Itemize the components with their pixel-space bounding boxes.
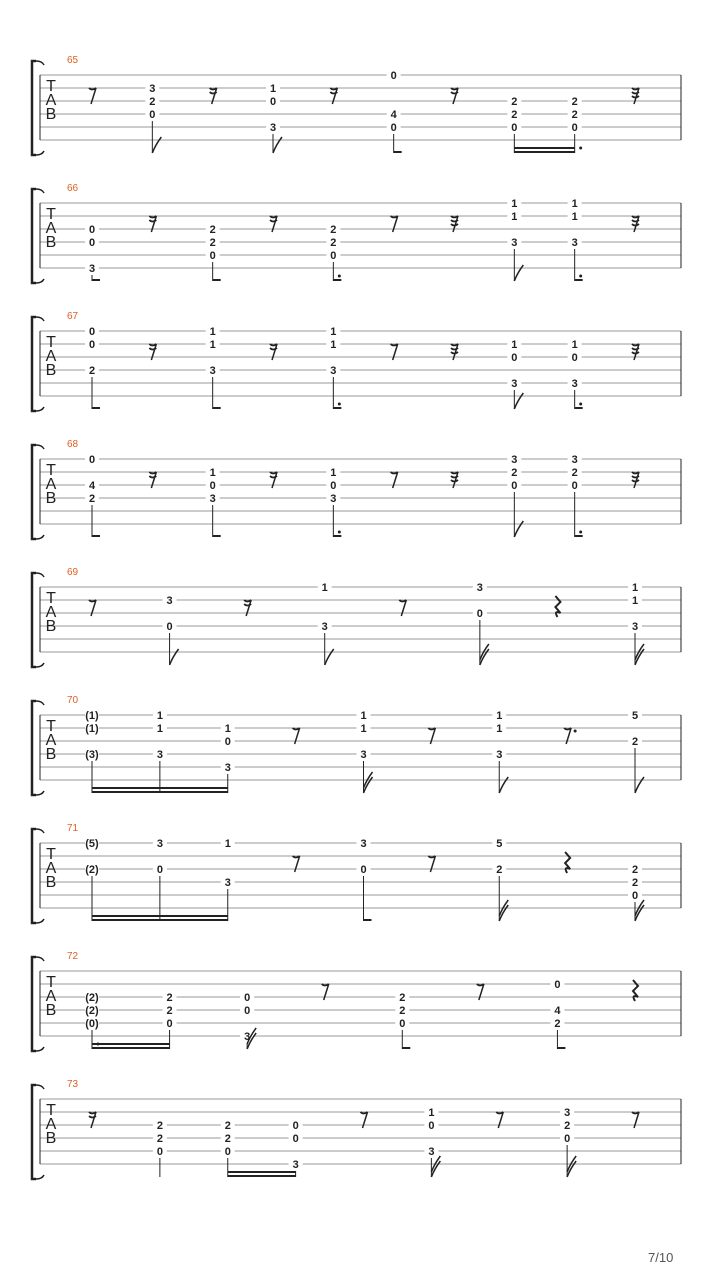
beam-stub	[364, 919, 372, 921]
measure-number: 67	[67, 311, 79, 322]
fret-number: 1	[330, 326, 337, 338]
tab-system	[32, 183, 681, 283]
fret-number: (2)	[85, 992, 99, 1004]
tab-system	[32, 951, 681, 1051]
fret-number: 3	[149, 83, 156, 95]
beam-secondary	[514, 147, 574, 149]
fret-number: 3	[330, 365, 337, 377]
tab-system	[32, 439, 681, 539]
fret-number: 0	[88, 224, 96, 236]
fret-number: 1	[571, 198, 578, 210]
bracket-top-hook	[36, 1085, 44, 1089]
fret-number: 2	[631, 736, 639, 748]
rest-flag	[632, 352, 639, 354]
fret-number: 3	[571, 237, 578, 249]
fret-number: 2	[88, 493, 96, 505]
fret-number: 0	[554, 979, 561, 991]
fret-number: 0	[156, 864, 163, 876]
tab-clef-letter: A	[45, 1116, 57, 1133]
fret-number: 2	[571, 96, 578, 108]
fret-number: 3	[224, 877, 231, 889]
fret-number: 1	[496, 710, 503, 722]
fret-number: 3	[476, 582, 483, 594]
fret-number: 3	[321, 621, 328, 633]
fret-number: 1	[209, 326, 216, 338]
measure-number: 66	[67, 183, 79, 194]
tab-clef-letter: B	[45, 106, 57, 123]
rest-flag	[149, 348, 156, 350]
note-flag	[514, 393, 523, 409]
fret-number: 3	[88, 263, 96, 275]
measure-number: 73	[67, 1079, 79, 1090]
rest-flag	[270, 220, 277, 222]
fret-number: 3	[631, 621, 639, 633]
beam-stub	[394, 151, 402, 153]
tab-clef-letter: T	[46, 846, 56, 863]
beam	[92, 791, 228, 793]
rest-flag	[632, 348, 639, 350]
fret-number: 0	[511, 352, 518, 364]
fret-number: 1	[209, 467, 216, 479]
fret-number: 1	[631, 582, 639, 594]
system-bracket	[32, 701, 36, 795]
bracket-bottom-hook	[36, 919, 44, 923]
fret-number: 0	[166, 621, 173, 633]
fret-number: 0	[571, 480, 578, 492]
fret-number: 1	[269, 83, 277, 95]
tab-clef-letter: A	[45, 220, 57, 237]
fret-number: 0	[390, 122, 397, 134]
tab-clef-letter: T	[46, 718, 56, 735]
fret-number: 2	[571, 109, 578, 121]
duration-dot	[579, 275, 582, 278]
fret-number: 0	[209, 250, 216, 262]
bracket-top-hook	[36, 317, 44, 321]
rest-flag	[210, 92, 217, 94]
beam	[92, 919, 228, 921]
beam-stub	[333, 407, 341, 409]
fret-number: 0	[269, 96, 277, 108]
fret-number: 0	[292, 1120, 299, 1132]
rest-flag	[270, 348, 277, 350]
bracket-bottom-hook	[36, 1047, 44, 1051]
fret-number: 2	[156, 1120, 163, 1132]
bracket-bottom-hook	[36, 663, 44, 667]
rest-flag	[244, 604, 251, 606]
fret-number: 3	[166, 595, 173, 607]
note-flag	[635, 777, 644, 793]
duration-dot	[338, 403, 341, 406]
duration-dot	[338, 531, 341, 534]
fret-number: 1	[156, 710, 163, 722]
fret-number: 2	[224, 1120, 231, 1132]
beam-stub	[333, 279, 341, 281]
fret-number: 0	[330, 250, 337, 262]
rest-flag	[149, 220, 156, 222]
fret-number: 0	[428, 1120, 435, 1132]
fret-number: 0	[166, 1018, 173, 1030]
system-bracket	[32, 189, 36, 283]
bracket-top-hook	[36, 573, 44, 577]
fret-number: 0	[571, 122, 578, 134]
bracket-top-hook	[36, 701, 44, 705]
tab-clef-letter: A	[45, 92, 57, 109]
bracket-top-hook	[36, 61, 44, 65]
fret-number: 3	[209, 365, 216, 377]
rest-flag	[451, 220, 458, 222]
fret-number: 2	[511, 96, 518, 108]
measure-number: 68	[67, 439, 79, 450]
tab-clef-letter: T	[46, 206, 56, 223]
note-flag	[273, 137, 282, 153]
bracket-bottom-hook	[36, 535, 44, 539]
note-flag	[514, 265, 523, 281]
tab-clef-letter: A	[45, 860, 57, 877]
fret-number: 5	[631, 710, 639, 722]
fret-number: 1	[428, 1107, 435, 1119]
measure-number: 70	[67, 695, 79, 706]
fret-number: 1	[224, 723, 231, 735]
fret-number: 1	[571, 211, 578, 223]
tab-clef-letter: T	[46, 1102, 56, 1119]
beam-secondary	[92, 915, 228, 917]
system-bracket	[32, 445, 36, 539]
tab-clef-letter: T	[46, 974, 56, 991]
rest-flag	[632, 96, 639, 98]
fret-number: 3	[269, 122, 277, 134]
rest-flag	[451, 480, 458, 482]
fret-number: (3)	[85, 749, 99, 761]
fret-number: 0	[244, 1005, 251, 1017]
fret-number: 2	[631, 864, 639, 876]
fret-number: 2	[166, 1005, 173, 1017]
tab-clef-letter: B	[45, 362, 57, 379]
fret-number: 0	[511, 480, 518, 492]
rest-flag	[451, 476, 458, 478]
fret-number: 1	[330, 339, 337, 351]
beam-stub	[575, 535, 583, 537]
fret-number: 1	[360, 723, 367, 735]
fret-number: 0	[88, 454, 96, 466]
fret-number: 0	[330, 480, 337, 492]
fret-number: 5	[496, 838, 503, 850]
fret-number: (1)	[85, 723, 99, 735]
fret-number: 3	[244, 1031, 251, 1043]
bracket-top-hook	[36, 957, 44, 961]
fret-number: 0	[511, 122, 518, 134]
fret-number: 4	[88, 480, 96, 492]
bracket-top-hook	[36, 445, 44, 449]
fret-number: 2	[224, 1133, 231, 1145]
system-bracket	[32, 317, 36, 411]
bracket-bottom-hook	[36, 279, 44, 283]
fret-number: 0	[149, 109, 156, 121]
tab-system	[32, 567, 681, 667]
beam-stub	[557, 1047, 565, 1049]
rest-flag	[451, 352, 458, 354]
fret-number: 3	[224, 762, 231, 774]
rest-flag	[632, 220, 639, 222]
tab-clef-letter: T	[46, 334, 56, 351]
fret-number: 0	[390, 70, 397, 82]
fret-number: 2	[511, 467, 518, 479]
bracket-top-hook	[36, 189, 44, 193]
measure-number: 69	[67, 567, 79, 578]
fret-number: 0	[631, 890, 639, 902]
tab-clef-letter: A	[45, 732, 57, 749]
fret-number: 2	[209, 237, 216, 249]
fret-number: 3	[292, 1159, 299, 1171]
fret-number: 2	[554, 1018, 561, 1030]
beam-secondary	[92, 787, 228, 789]
fret-number: 1	[511, 198, 518, 210]
fret-number: 0	[476, 608, 483, 620]
beam-stub	[92, 279, 100, 281]
rest-flag	[149, 476, 156, 478]
beam-stub	[213, 279, 221, 281]
fret-number: 0	[88, 339, 96, 351]
tab-clef-letter: B	[45, 618, 57, 635]
tab-system	[32, 823, 681, 923]
fret-number: 2	[399, 992, 406, 1004]
fret-number: 2	[571, 467, 578, 479]
bracket-bottom-hook	[36, 791, 44, 795]
fret-number: 2	[209, 224, 216, 236]
rest-flag	[451, 224, 458, 226]
fret-number: 4	[390, 109, 397, 121]
tab-system	[32, 695, 681, 795]
fret-number: 2	[496, 864, 503, 876]
tab-clef-letter: B	[45, 1130, 57, 1147]
tab-clef-letter: T	[46, 590, 56, 607]
tab-clef-letter: A	[45, 988, 57, 1005]
tab-clef-letter: B	[45, 234, 57, 251]
fret-number: 0	[244, 992, 251, 1004]
bracket-bottom-hook	[36, 1175, 44, 1179]
tab-system	[32, 311, 681, 411]
beam	[92, 1047, 170, 1049]
fret-number: 0	[292, 1133, 299, 1145]
fret-number: 3	[511, 378, 518, 390]
note-flag	[170, 649, 179, 665]
tab-system	[32, 55, 681, 155]
fret-number: 2	[166, 992, 173, 1004]
measure-number: 71	[67, 823, 79, 834]
fret-number: 2	[156, 1133, 163, 1145]
beam-secondary	[92, 1043, 170, 1045]
system-bracket	[32, 1085, 36, 1179]
duration-dot	[579, 147, 582, 150]
system-bracket	[32, 957, 36, 1051]
fret-number: 1	[511, 339, 518, 351]
fret-number: 0	[564, 1133, 571, 1145]
fret-number: (2)	[85, 864, 99, 876]
duration-dot	[338, 275, 341, 278]
rest-flag	[451, 92, 458, 94]
beam	[228, 1175, 296, 1177]
fret-number: 0	[88, 237, 96, 249]
note-flag	[325, 649, 334, 665]
fret-number: 1	[156, 723, 163, 735]
rest-flag	[270, 476, 277, 478]
quarter-rest	[633, 980, 638, 1001]
fret-number: 4	[554, 1005, 561, 1017]
beam	[514, 151, 574, 153]
rest-flag	[89, 1116, 96, 1118]
beam-stub	[92, 535, 100, 537]
rest-flag	[632, 480, 639, 482]
fret-number: 1	[209, 339, 216, 351]
tab-clef-letter: A	[45, 604, 57, 621]
fret-number: 3	[511, 454, 518, 466]
fret-number: 1	[321, 582, 328, 594]
fret-number: 3	[496, 749, 503, 761]
rest-flag	[330, 92, 337, 94]
tab-clef-letter: A	[45, 476, 57, 493]
system-bracket	[32, 61, 36, 155]
fret-number: 3	[360, 749, 367, 761]
beam-stub	[213, 535, 221, 537]
measure-number: 72	[67, 951, 79, 962]
tab-system	[32, 1079, 681, 1179]
fret-number: 1	[571, 339, 578, 351]
tab-clef-letter: T	[46, 78, 56, 95]
fret-number: 1	[224, 838, 231, 850]
fret-number: 1	[631, 595, 639, 607]
fret-number: 0	[224, 1146, 231, 1158]
beam-secondary	[228, 1171, 296, 1173]
tab-clef-letter: B	[45, 1002, 57, 1019]
fret-number: 3	[571, 378, 578, 390]
fret-number: (5)	[85, 838, 99, 850]
page-number: 7/10	[648, 1250, 674, 1265]
fret-number: 0	[88, 326, 96, 338]
fret-number: 3	[156, 749, 163, 761]
beam-stub	[333, 535, 341, 537]
fret-number: (1)	[85, 710, 99, 722]
fret-number: 0	[209, 480, 216, 492]
rest-flag	[632, 224, 639, 226]
fret-number: 1	[360, 710, 367, 722]
beam-stub	[92, 407, 100, 409]
fret-number: 0	[360, 864, 367, 876]
bracket-bottom-hook	[36, 151, 44, 155]
tab-clef-letter: T	[46, 462, 56, 479]
fret-number: 0	[224, 736, 231, 748]
fret-number: 2	[399, 1005, 406, 1017]
fret-number: 0	[156, 1146, 163, 1158]
quarter-rest	[565, 852, 570, 873]
measure-number: 65	[67, 55, 79, 66]
rest-dot	[574, 730, 577, 733]
fret-number: 1	[330, 467, 337, 479]
fret-number: 2	[330, 237, 337, 249]
fret-number: (2)	[85, 1005, 99, 1017]
quarter-rest	[555, 596, 560, 617]
beam-stub	[575, 279, 583, 281]
fret-number: 2	[564, 1120, 571, 1132]
fret-number: 2	[330, 224, 337, 236]
note-flag	[499, 777, 508, 793]
fret-number: 2	[511, 109, 518, 121]
tab-clef-letter: B	[45, 746, 57, 763]
tab-clef-letter: B	[45, 490, 57, 507]
bracket-bottom-hook	[36, 407, 44, 411]
fret-number: 0	[571, 352, 578, 364]
system-bracket	[32, 573, 36, 667]
fret-number: 1	[496, 723, 503, 735]
beam-stub	[575, 407, 583, 409]
fret-number: 3	[428, 1146, 435, 1158]
rest-flag	[451, 348, 458, 350]
fret-number: 3	[156, 838, 163, 850]
tab-clef-letter: B	[45, 874, 57, 891]
fret-number: 0	[399, 1018, 406, 1030]
note-flag	[152, 137, 161, 153]
note-flag	[514, 521, 523, 537]
fret-number: 1	[511, 211, 518, 223]
beam-stub	[402, 1047, 410, 1049]
tab-clef-letter: A	[45, 348, 57, 365]
rest-flag	[632, 476, 639, 478]
duration-dot	[579, 531, 582, 534]
fret-number: 3	[511, 237, 518, 249]
system-bracket	[32, 829, 36, 923]
fret-number: 3	[564, 1107, 571, 1119]
fret-number: 2	[149, 96, 156, 108]
bracket-top-hook	[36, 829, 44, 833]
fret-number: 3	[571, 454, 578, 466]
fret-number: 3	[330, 493, 337, 505]
fret-number: 2	[88, 365, 96, 377]
fret-number: 3	[360, 838, 367, 850]
fret-number: (0)	[85, 1018, 99, 1030]
beam-stub	[213, 407, 221, 409]
fret-number: 3	[209, 493, 216, 505]
rest-flag	[632, 92, 639, 94]
duration-dot	[579, 403, 582, 406]
fret-number: 2	[631, 877, 639, 889]
